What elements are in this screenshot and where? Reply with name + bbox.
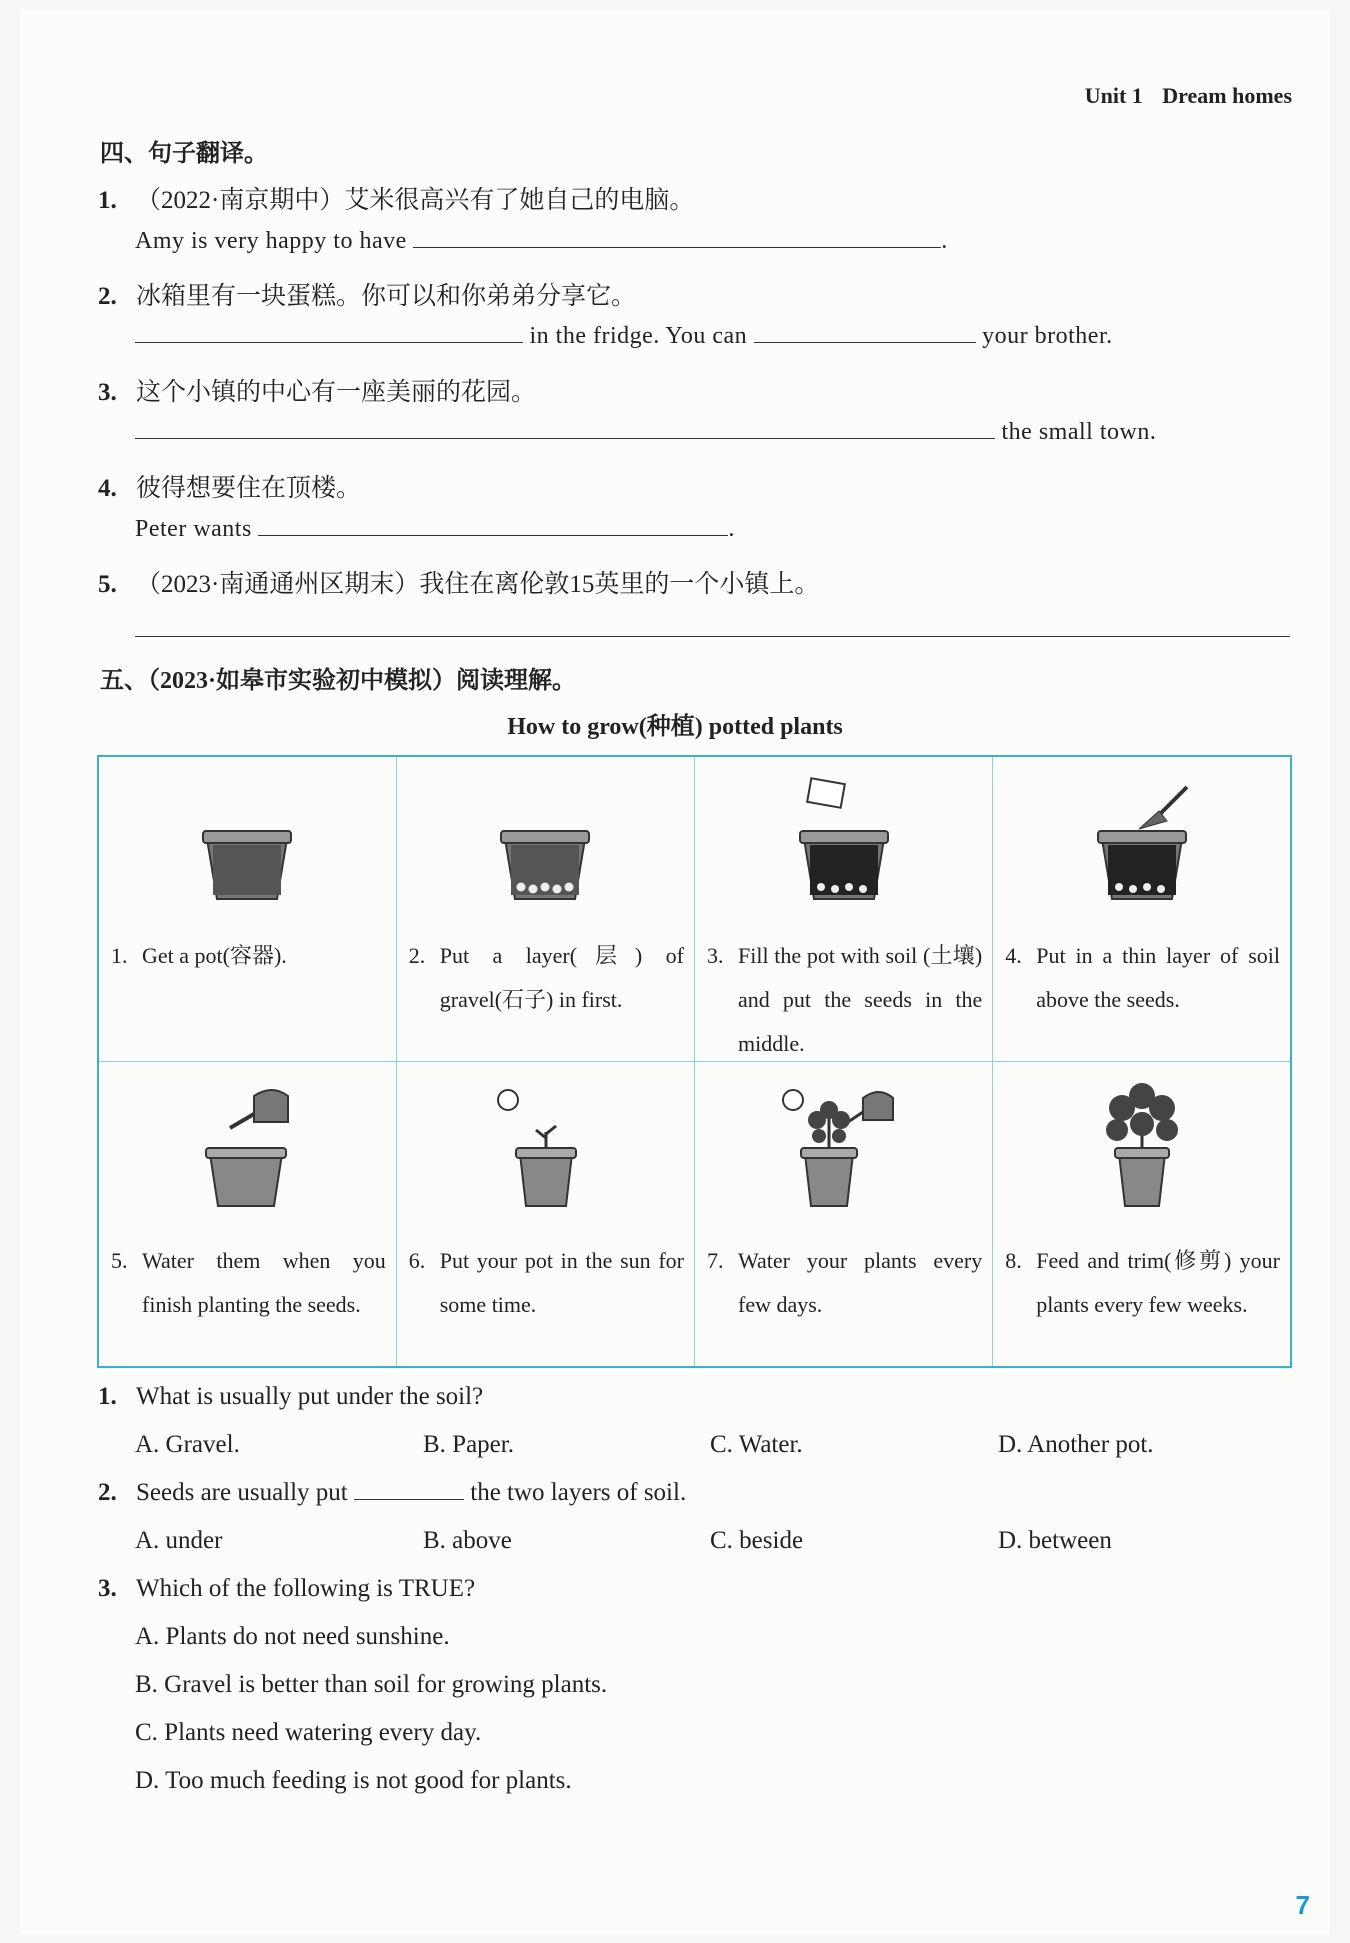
- answer-blank[interactable]: [754, 324, 976, 343]
- reading-title: How to grow(种植) potted plants: [507, 714, 843, 740]
- question-4-1: 1. （2022·南京期中）艾米很高兴有了她自己的电脑。: [98, 187, 695, 214]
- answer-line-4-2: in the fridge. You can your brother.: [135, 323, 1113, 350]
- running-header: [1071, 83, 1292, 109]
- unit-title: Dream homes: [1162, 83, 1292, 108]
- page-number: 7: [1295, 1890, 1310, 1920]
- pot-shovel-icon: [1087, 777, 1197, 907]
- question-4-5: 5. （2023·南通通州区期末）我住在离伦敦15英里的一个小镇上。: [98, 571, 820, 598]
- option-a[interactable]: A. under: [135, 1527, 223, 1554]
- pot-gravel-icon: [495, 817, 595, 907]
- steps-table: [97, 755, 1292, 1368]
- option-c[interactable]: C. Water.: [710, 1431, 803, 1458]
- answer-blank[interactable]: [413, 229, 941, 248]
- answer-blank[interactable]: [135, 420, 995, 439]
- option-d[interactable]: D. Too much feeding is not good for plants.: [135, 1767, 572, 1794]
- answer-blank[interactable]: [135, 324, 523, 343]
- section-5-title: 五、（2023·如皋市实验初中模拟）阅读理解。: [100, 668, 577, 694]
- answer-line-4-4: Peter wants .: [135, 516, 735, 542]
- step-card: 7. Water your plants every few days.: [695, 1062, 992, 1366]
- option-a[interactable]: A. Plants do not need sunshine.: [135, 1623, 450, 1650]
- step-card: 4. Put in a thin layer of soil above the seeds.: [993, 757, 1290, 1061]
- option-b[interactable]: B. above: [423, 1527, 512, 1554]
- option-c[interactable]: C. Plants need watering every day.: [135, 1719, 482, 1746]
- grown-tree-pot-icon: [1087, 1082, 1197, 1212]
- option-d[interactable]: D. Another pot.: [998, 1431, 1154, 1458]
- option-b[interactable]: B. Paper.: [423, 1431, 514, 1458]
- answer-blank[interactable]: [258, 517, 728, 536]
- step-card: 2. Put a layer(层) of gravel(石子) in first.: [397, 757, 694, 1061]
- step-card: 5. Water them when you finish planting the seeds.: [99, 1062, 396, 1366]
- step-card: 3. Fill the pot with soil (土壤) and put the seeds in the middle.: [695, 757, 992, 1061]
- answer-line-4-3: the small town.: [135, 419, 1156, 446]
- watering-can-pot-icon: [192, 1082, 302, 1212]
- sun-water-plant-icon: [779, 1082, 909, 1212]
- question-4-2: 2. 冰箱里有一块蛋糕。你可以和你弟弟分享它。: [98, 283, 637, 310]
- question-5-3: 3. Which of the following is TRUE?: [98, 1575, 476, 1602]
- option-d[interactable]: D. between: [998, 1527, 1112, 1554]
- step-card: 6. Put your pot in the sun for some time.: [397, 1062, 694, 1366]
- pot-soil-seeds-icon: [789, 777, 899, 907]
- answer-blank[interactable]: [354, 1481, 464, 1500]
- empty-pot-icon: [197, 817, 297, 907]
- sun-sprout-icon: [490, 1082, 600, 1212]
- step-card: 8. Feed and trim(修剪) your plants every few weeks.: [993, 1062, 1290, 1366]
- answer-line-4-1: Amy is very happy to have .: [135, 228, 948, 254]
- section-4-title: 四、句子翻译。: [100, 141, 268, 167]
- option-a[interactable]: A. Gravel.: [135, 1431, 240, 1458]
- question-5-1: 1. What is usually put under the soil?: [98, 1383, 484, 1410]
- option-b[interactable]: B. Gravel is better than soil for growing plants.: [135, 1671, 608, 1698]
- unit-label: Unit 1: [1084, 83, 1143, 108]
- option-c[interactable]: C. beside: [710, 1527, 804, 1554]
- question-4-3: 3. 这个小镇的中心有一座美丽的花园。: [98, 379, 537, 406]
- answer-blank[interactable]: [135, 636, 1290, 637]
- question-4-4: 4. 彼得想要住在顶楼。: [98, 475, 362, 502]
- step-card: 1. Get a pot(容器).: [99, 757, 396, 1061]
- question-5-2: 2. Seeds are usually put the two layers of soil.: [98, 1479, 687, 1506]
